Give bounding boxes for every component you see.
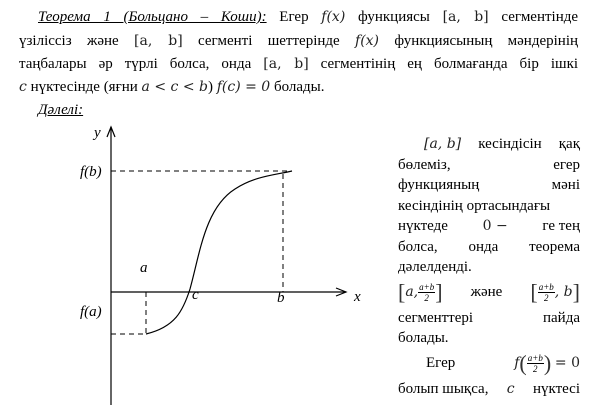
theorem-title: Теорема 1 (Больцано – Коши): — [38, 9, 267, 25]
segment-left: [a, $\frac{a+b}{2}$ ] — [398, 279, 443, 305]
segment-right: [ $\frac{a+b}{2}$ , b] — [530, 279, 580, 305]
right-line-8: [a, $\frac{a+b}{2}$ ] және [ $\frac{a+b}{2}$ , b] — [398, 279, 580, 305]
fb-label: f(b) — [80, 164, 102, 180]
proof-label: Дәлелі: — [38, 102, 84, 118]
a-label: a — [140, 260, 148, 276]
function-curve — [146, 171, 292, 334]
y-label: y — [94, 125, 101, 141]
right-line-7: дәлелденді. — [398, 259, 472, 275]
right-line-5: нүктеде 0 − ге тең — [398, 218, 580, 234]
theorem-line-4: c нүктесінде (яғни a < c < b) f(c) = 0 болады. — [19, 79, 325, 95]
right-line-10: болады. — [398, 330, 449, 346]
right-line-11: Егер f( $\frac{a+b}{2}$ ) = 0 — [426, 350, 580, 376]
right-column — [398, 134, 580, 399]
x-label: x — [354, 289, 361, 305]
fa-label: f(a) — [80, 304, 102, 320]
right-line-12: болып шықса, c нүктесі — [398, 380, 580, 397]
right-line-1: [a, b] кесіндісін қақ — [424, 136, 580, 152]
b-label: b — [277, 290, 285, 306]
theorem-line-3: таңбалары әр түрлі болса, онда [a, b] сегментінің ең болмағанда бір ішкі — [19, 56, 579, 72]
theorem-line-1: Теорема 1 (Больцано – Коши): Егер f(x) функциясы [a, b] сегментінде — [38, 9, 579, 25]
right-line-2: бөлеміз, егер — [398, 156, 580, 173]
function-graph — [0, 113, 380, 413]
right-line-9: сегменттері пайда — [398, 309, 580, 326]
right-line-4: кесіндінің ортасындағы — [398, 197, 551, 214]
right-line-6: болса, онда теорема — [398, 238, 580, 255]
theorem-line-2: үзіліссіз және [a, b] сегменті шеттерінде f(x) функциясының мәндерінің — [19, 33, 579, 49]
right-line-3: функцияның мәні — [398, 177, 580, 193]
c-label: c — [192, 287, 199, 303]
f-midpoint-eq: f( $\frac{a+b}{2}$ ) = 0 — [514, 350, 580, 376]
